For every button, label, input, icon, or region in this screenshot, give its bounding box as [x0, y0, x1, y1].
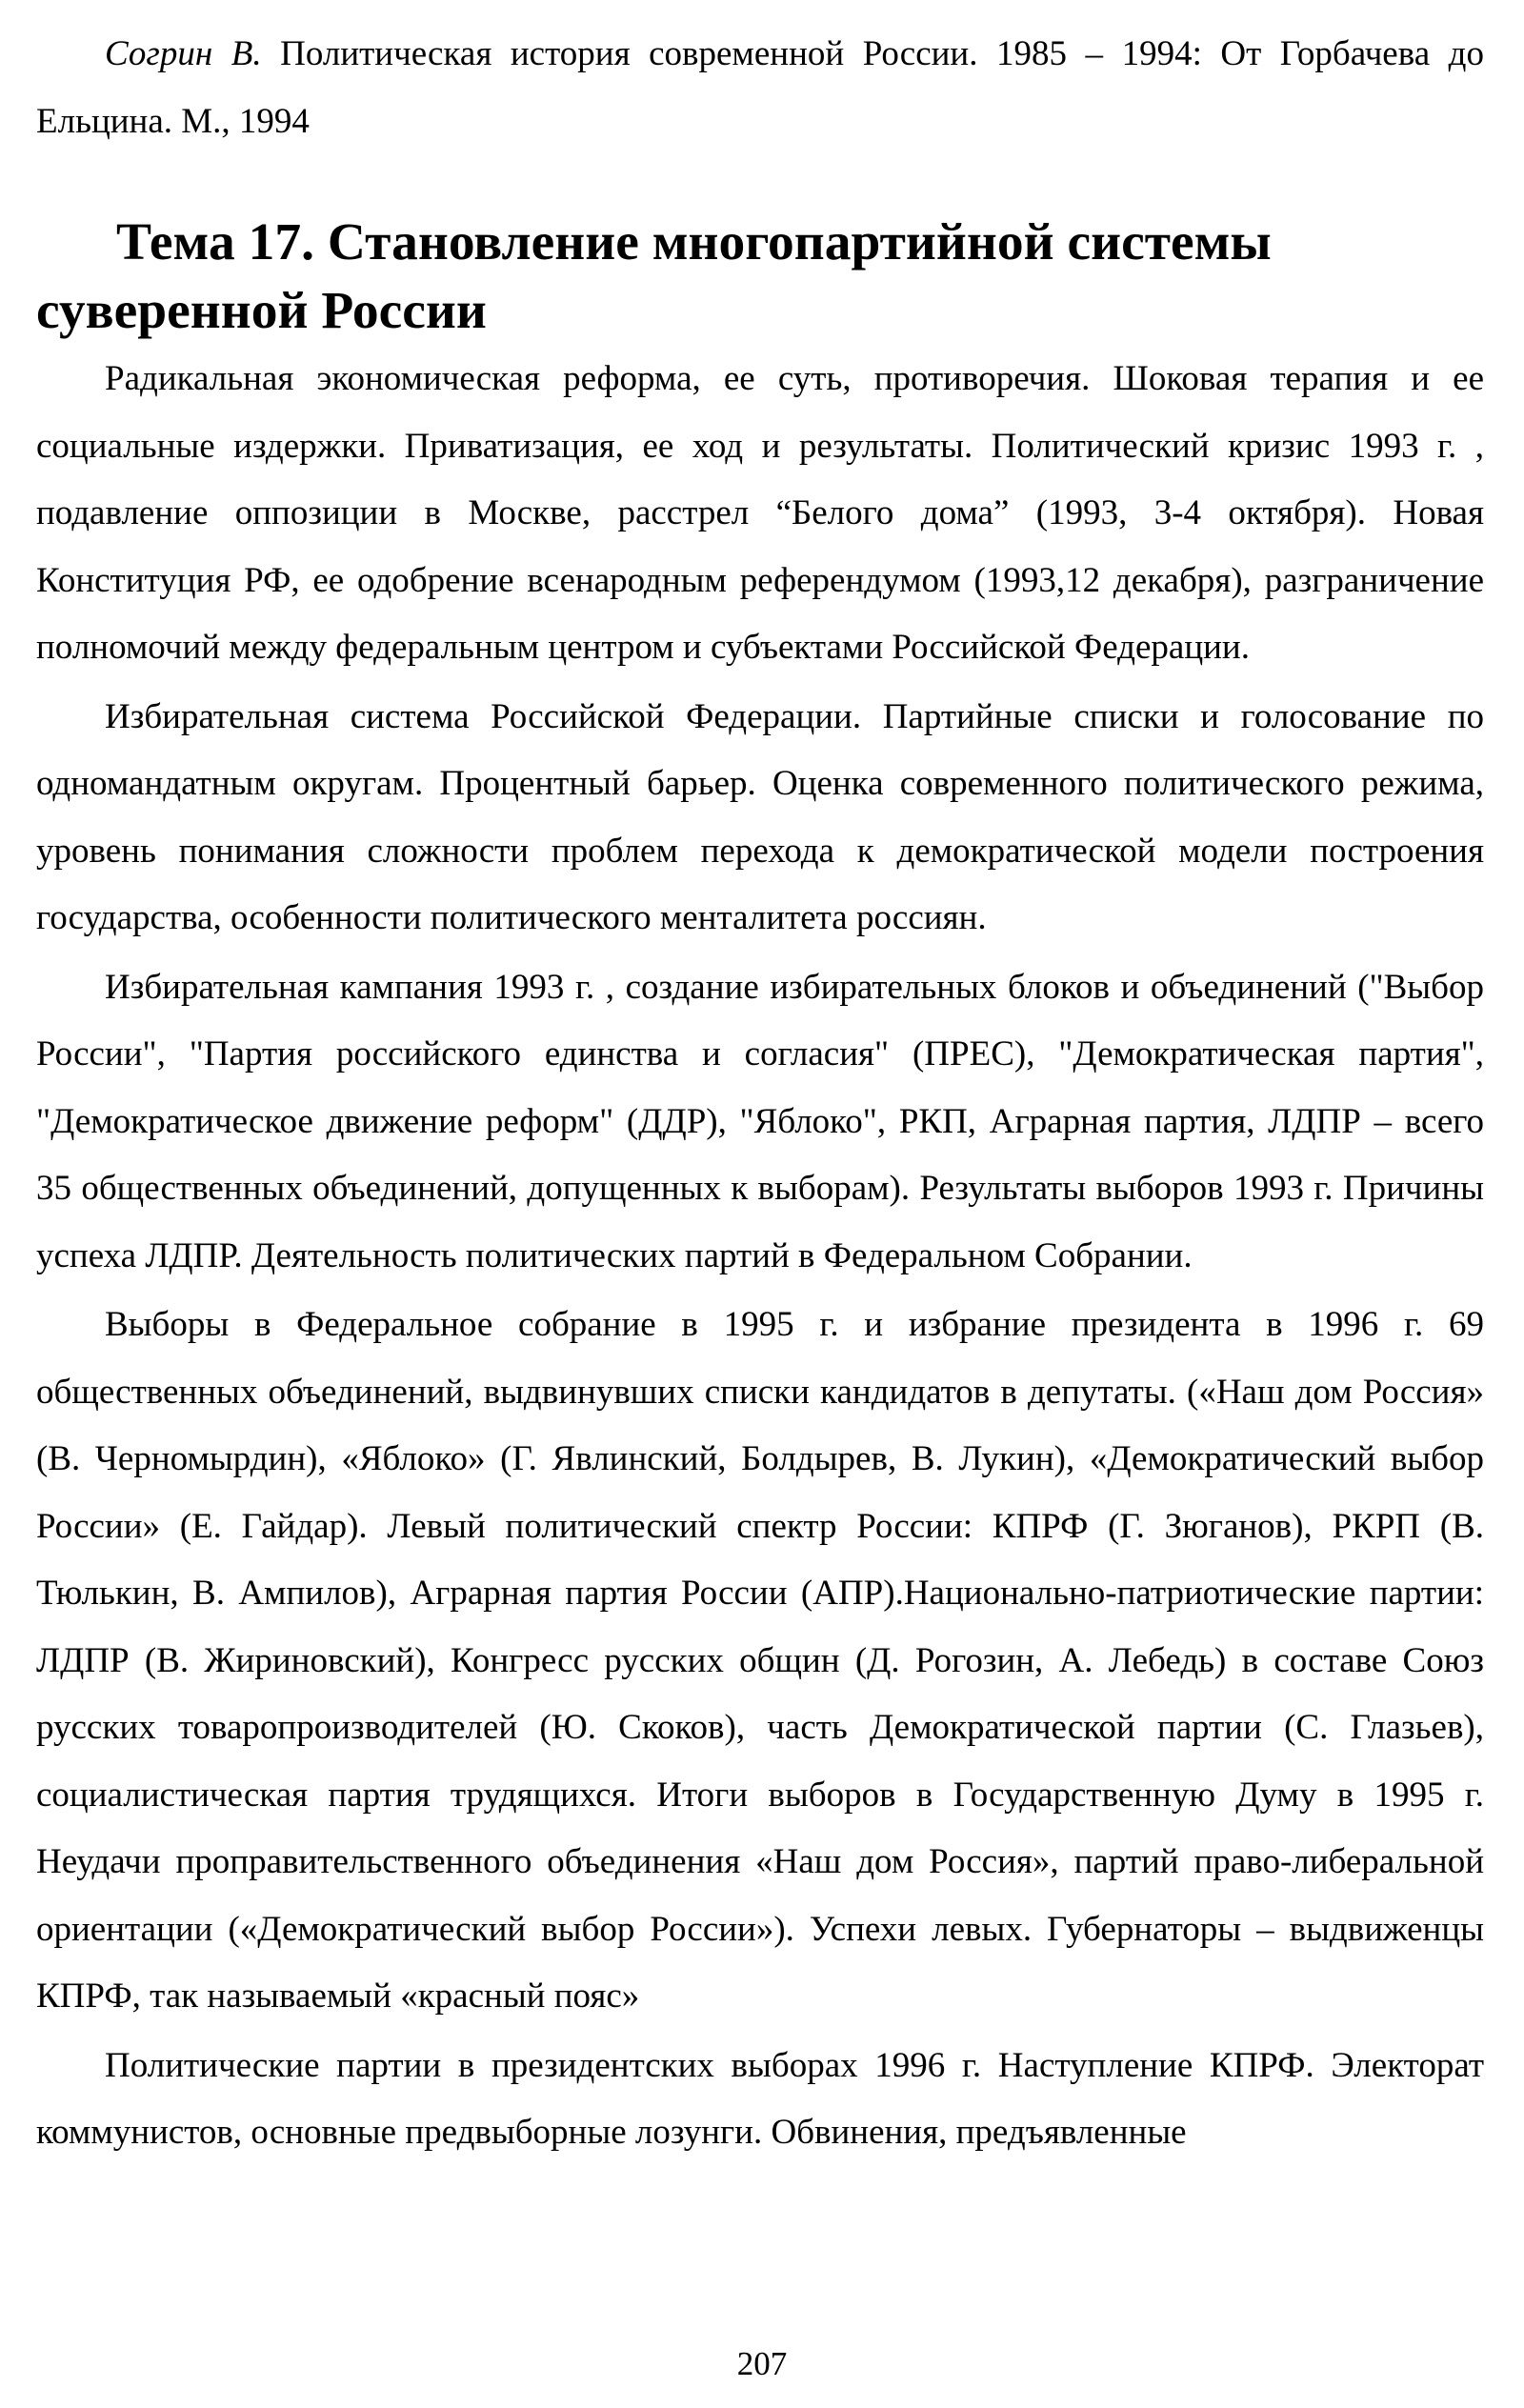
page-content — [36, 21, 1484, 2167]
paragraph-presidential-1996: Политические партии в президентских выборах 1996 г. Наступление КПРФ. Электорат коммунистов, основные предвыборные лозунги. Обвинения, предъявленные — [36, 2045, 1484, 2152]
paragraph-elections-1995: Выборы в Федеральное собрание в 1995 г. и избрание президента в 1996 г. 69 общественных объединений, выдвинувших списки кандидатов в депутаты. («Наш дом Россия» (В. Черномырдин), «Яблоко» (Г. Явлинский, Болдырев, В. Лукин), «Демократический выбор России» (Е. Гайдар). Левый политический спектр России: КПРФ (Г. Зюганов), РКРП (В. Тюлькин, В. Ампилов), Аграрная партия России (АПР).Национально-патриотические партии: ЛДПР (В. Жириновский), Конгресс русских общин (Д. Рогозин, А. Лебедь) в составе Союз русских товаропроизводителей (Ю. Скоков), часть Демократической партии (С. Глазьев), социалистическая партия трудящихся. Итоги выборов в Государственную Думу в 1995 г. Неудачи проправительственного объединения «Наш дом Россия», партий право-либеральной ориентации («Демократический выбор России»). Успехи левых. Губернаторы – выдвиженцы КПРФ, так называемый «красный пояс» — [36, 1305, 1484, 2016]
topic-heading: Тема 17. Становление многопартийной системы суверенной России — [36, 213, 1272, 340]
reference-author: Согрин В. — [105, 34, 262, 73]
paragraph-electoral-system: Избирательная система Российской Федерации. Партийные списки и голосование по одномандатным округам. Процентный барьер. Оценка современного политического режима, уровень понимания сложности проблем перехода к демократической модели построения государства, особенности политического менталитета россиян. — [36, 696, 1484, 937]
paragraph-reform: Радикальная экономическая реформа, ее суть, противоречия. Шоковая терапия и ее социальные издержки. Приватизация, ее ход и результаты. Политический кризис 1993 г. , подавление оппозиции в Москве, расстрел “Белого дома” (1993, 3-4 октября). Новая Конституция РФ, ее одобрение всенародным референдумом (1993,12 декабря), разграничение полномочий между федеральным центром и субъектами Российской Федерации. — [36, 359, 1484, 667]
bibliography-reference — [36, 21, 1484, 155]
paragraph-campaign-1993: Избирательная кампания 1993 г. , создание избирательных блоков и объединений ("Выбор России", "Партия российского единства и согласия" (ПРЕС), "Демократическая партия", "Демократическое движение реформ" (ДДР), "Яблоко", РКП, Аграрная партия, ЛДПР – всего 35 общественных объединений, допущенных к выборам). Результаты выборов 1993 г. Причины успеха ЛДПР. Деятельность политических партий в Федеральном Собрании. — [36, 967, 1484, 1275]
page-number: 207 — [736, 2345, 788, 2382]
reference-title: Политическая история современной России. 1985 – 1994: От Горбачева до Ельцина. М., 1994 — [36, 34, 1484, 141]
